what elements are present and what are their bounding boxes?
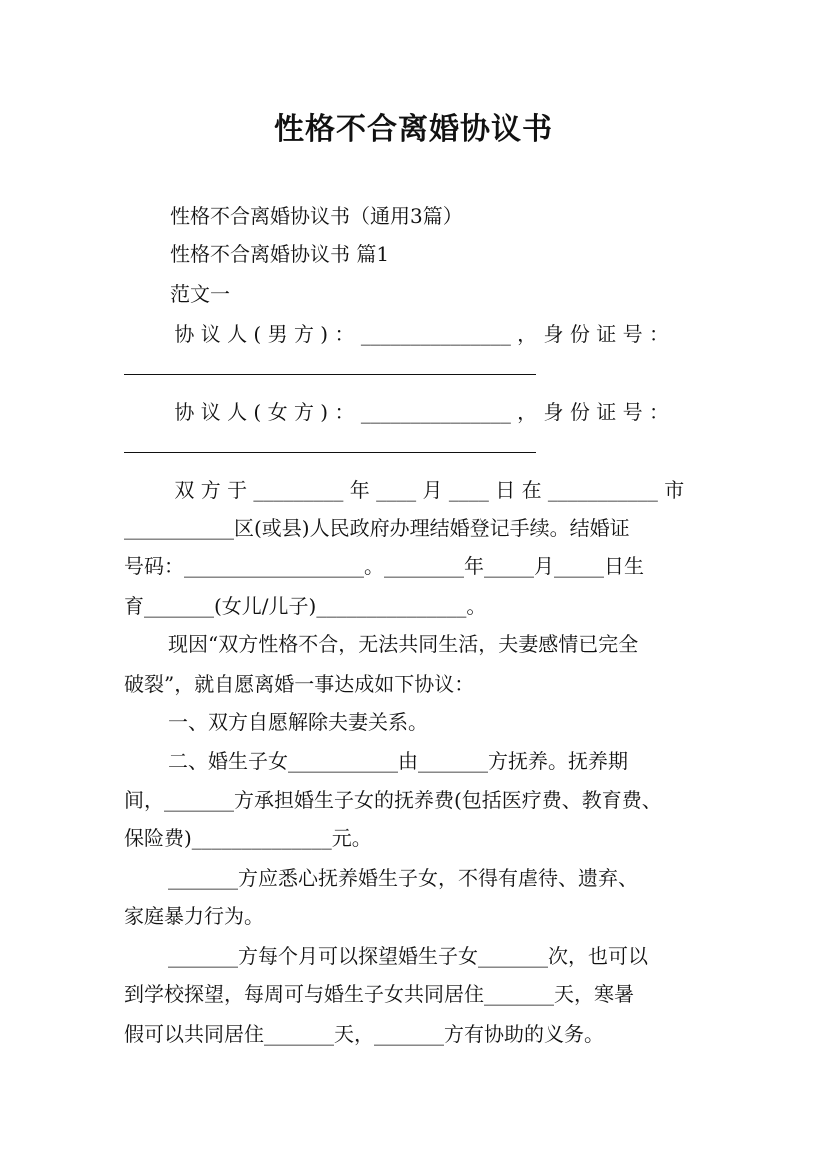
doc-line: 协 议 人 ( 女 方 ) ： _______________ ， 身 份 证 号 ：	[168, 400, 669, 424]
doc-line: _______方应悉心抚养婚生子女，不得有虐待、遗弃、	[168, 866, 638, 890]
doc-line: 破裂”，就自愿离婚一事达成如下协议：	[124, 672, 475, 696]
doc-line: 性格不合离婚协议书 篇1	[170, 242, 390, 266]
doc-line: 现因“双方性格不合，无法共同生活，夫妻感情已完全	[168, 632, 639, 656]
doc-line: _______方每个月可以探望婚生子女_______次，也可以	[168, 944, 648, 968]
doc-line: 家庭暴力行为。	[124, 904, 264, 928]
doc-line: 号码：__________________。________年_____月_____日生	[124, 554, 644, 578]
doc-line: 二、婚生子女___________由_______方抚养。抚养期	[168, 749, 628, 773]
id-number-blank-line	[124, 452, 536, 453]
doc-line: 范文一	[170, 282, 230, 306]
doc-line: 到学校探望，每周可与婚生子女共同居住_______天，寒暑	[124, 982, 634, 1006]
doc-line: 育_______(女儿/儿子)_______________。	[124, 594, 487, 618]
doc-line: 保险费)______________元。	[124, 826, 372, 850]
doc-line: 假可以共同居住_______天，_______方有协助的义务。	[124, 1022, 604, 1046]
doc-line: 间，_______方承担婚生子女的抚养费(包括医疗费、教育费、	[124, 788, 662, 812]
doc-line: ___________区(或县)人民政府办理结婚登记手续。结婚证	[124, 516, 630, 540]
doc-line: 一、双方自愿解除夫妻关系。	[168, 710, 428, 734]
doc-line: 性格不合离婚协议书（通用3篇）	[170, 204, 463, 228]
id-number-blank-line	[124, 374, 536, 375]
doc-line: 协 议 人 ( 男 方 ) ： _______________ ， 身 份 证 号 ：	[168, 322, 669, 346]
document-title: 性格不合离婚协议书	[274, 112, 553, 147]
doc-line: 双 方 于 _________ 年 ____ 月 ____ 日 在 ___________ 市	[168, 478, 685, 502]
